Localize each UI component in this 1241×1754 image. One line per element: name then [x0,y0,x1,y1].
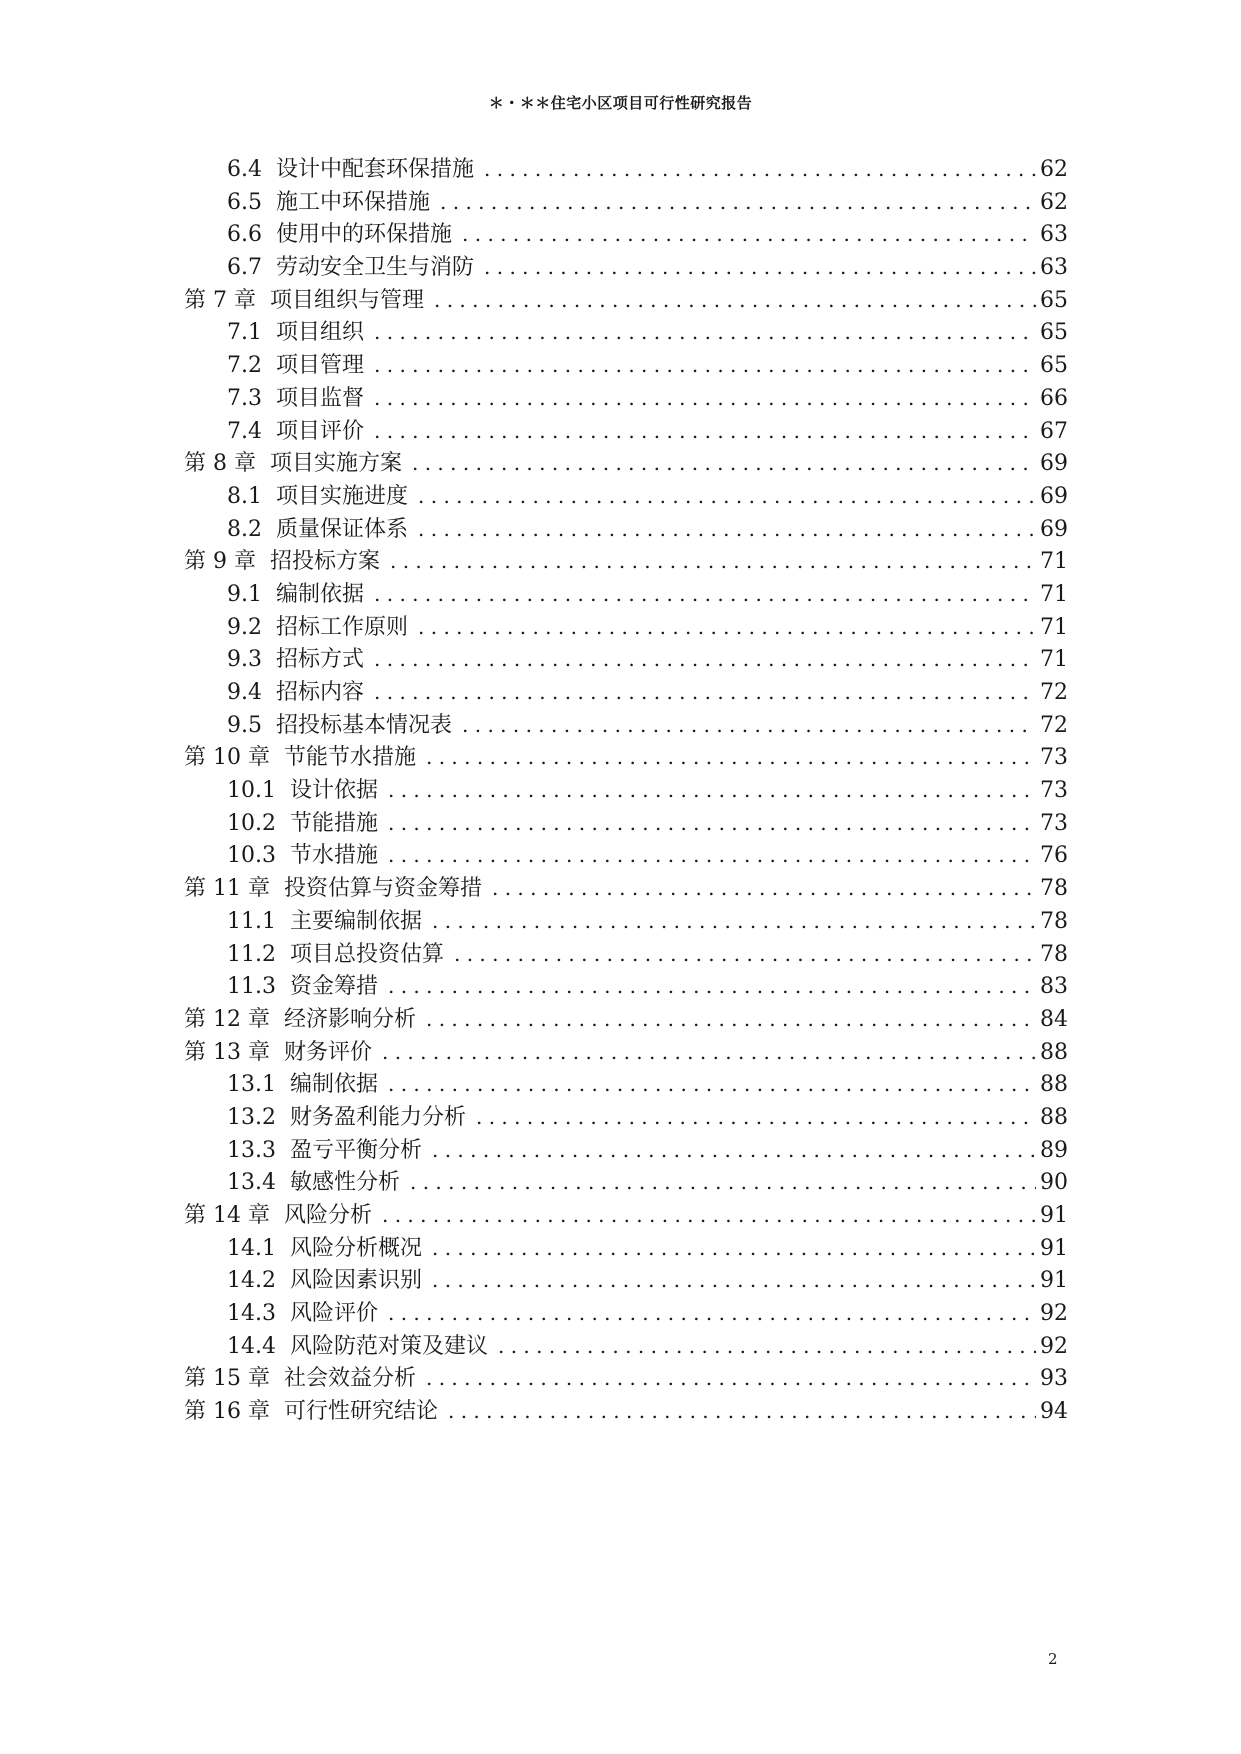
page-header-title: ＊・＊＊住宅小区项目可行性研究报告 [488,94,753,112]
table-of-contents [184,152,1068,1427]
toc-entry-number: 10.3 [227,843,276,869]
toc-section-entry[interactable] [184,1133,1068,1166]
toc-chapter-entry[interactable] [184,283,1068,316]
toc-entry-title: 招投标方案 [269,549,380,575]
toc-chapter-entry[interactable] [184,446,1068,479]
toc-entry-page-number: 73 [1040,745,1068,771]
toc-entry-page-number: 69 [1040,516,1068,542]
toc-entry-number: 13.1 [227,1072,276,1098]
toc-dot-leader [382,1203,1036,1227]
toc-entry-number: 10.2 [227,810,276,836]
toc-entry-page-number: 76 [1040,843,1068,869]
toc-entry-title: 风险评价 [289,1301,378,1327]
toc-entry-page-number: 78 [1040,941,1068,967]
toc-entry-page-number: 90 [1040,1170,1068,1196]
toc-entry-page-number: 73 [1040,810,1068,836]
toc-section-entry[interactable] [184,610,1068,643]
toc-dot-leader [432,909,1036,933]
toc-entry-page-number: 67 [1040,418,1068,444]
toc-entry-title: 风险分析 [283,1203,372,1228]
toc-section-entry[interactable] [184,675,1068,708]
toc-entry-page-number: 71 [1040,581,1068,607]
toc-section-entry[interactable] [184,937,1068,970]
toc-entry-number: 6.5 [227,189,262,215]
toc-section-entry[interactable] [184,838,1068,871]
toc-dot-leader [462,713,1036,737]
toc-entry-number: 6.4 [227,157,262,182]
page-number: 2 [1048,1650,1058,1668]
toc-entry-title: 项目组织 [276,320,365,346]
toc-entry-title: 风险因素识别 [289,1268,422,1294]
toc-entry-page-number: 88 [1040,1104,1068,1130]
toc-section-entry[interactable] [184,1165,1068,1198]
toc-section-entry[interactable] [184,185,1068,218]
toc-entry-number: 6.7 [227,255,262,281]
toc-entry-page-number: 93 [1040,1366,1068,1392]
toc-dot-leader [388,778,1036,802]
toc-dot-leader [388,843,1036,867]
toc-dot-leader [390,549,1036,573]
toc-entry-number: 第 10 章 [184,745,270,771]
toc-entry-number: 13.4 [227,1170,276,1196]
toc-section-entry[interactable] [184,1329,1068,1362]
toc-dot-leader [388,1301,1036,1325]
toc-entry-page-number: 62 [1040,157,1068,182]
toc-entry-title: 招标工作原则 [276,614,409,640]
toc-chapter-entry[interactable] [184,1002,1068,1035]
toc-entry-page-number: 88 [1040,1072,1068,1098]
toc-entry-number: 13.3 [227,1137,276,1163]
toc-dot-leader [388,811,1036,835]
toc-entry-title: 风险分析概况 [289,1235,422,1261]
toc-entry-page-number: 69 [1040,483,1068,509]
toc-dot-leader [462,222,1036,246]
toc-entry-title: 节能措施 [289,810,378,836]
toc-section-entry[interactable] [184,250,1068,283]
toc-entry-number: 第 8 章 [184,451,256,477]
toc-dot-leader [448,1399,1036,1423]
toc-section-entry[interactable] [184,152,1068,185]
toc-section-entry[interactable] [184,315,1068,348]
toc-chapter-entry[interactable] [184,1394,1068,1427]
toc-chapter-entry[interactable] [184,544,1068,577]
toc-entry-page-number: 73 [1040,778,1068,804]
toc-entry-title: 投资估算与资金筹措 [283,876,482,902]
toc-entry-number: 8.2 [227,516,262,542]
toc-entry-number: 14.4 [227,1333,276,1359]
toc-dot-leader [484,255,1036,279]
toc-entry-title: 项目监督 [276,385,365,411]
toc-entry-title: 质量保证体系 [276,516,409,542]
toc-entry-page-number: 65 [1040,353,1068,379]
toc-entry-title: 招标内容 [276,680,365,705]
toc-section-entry[interactable] [184,348,1068,381]
toc-entry-title: 项目管理 [276,353,365,379]
toc-entry-page-number: 83 [1040,974,1068,1000]
toc-dot-leader [432,1236,1036,1260]
toc-entry-page-number: 92 [1040,1301,1068,1327]
toc-section-entry[interactable] [184,806,1068,839]
toc-entry-title: 编制依据 [276,581,365,607]
toc-section-entry[interactable] [184,479,1068,512]
toc-entry-page-number: 94 [1040,1399,1068,1425]
toc-entry-number: 14.2 [227,1268,276,1294]
toc-entry-number: 14.1 [227,1235,276,1261]
toc-entry-page-number: 72 [1040,712,1068,738]
toc-entry-page-number: 78 [1040,908,1068,934]
toc-entry-number: 第 15 章 [184,1366,270,1392]
toc-entry-title: 项目实施方案 [269,451,402,477]
toc-entry-page-number: 84 [1040,1006,1068,1032]
toc-entry-page-number: 91 [1040,1268,1068,1294]
toc-dot-leader [498,1334,1036,1358]
toc-dot-leader [454,942,1036,966]
toc-dot-leader [374,582,1036,606]
toc-entry-number: 9.1 [227,581,262,607]
toc-dot-leader [432,1138,1036,1162]
toc-entry-page-number: 69 [1040,451,1068,477]
toc-dot-leader [374,680,1036,704]
toc-dot-leader [492,876,1036,900]
toc-section-entry[interactable] [184,708,1068,741]
toc-chapter-entry[interactable] [184,1361,1068,1394]
toc-dot-leader [418,615,1036,639]
toc-section-entry[interactable] [184,1231,1068,1264]
toc-chapter-entry[interactable] [184,871,1068,904]
toc-entry-title: 资金筹措 [289,974,378,1000]
toc-entry-title: 经济影响分析 [283,1006,416,1032]
toc-entry-page-number: 92 [1040,1333,1068,1359]
toc-dot-leader [374,419,1036,443]
toc-entry-number: 第 7 章 [184,287,256,313]
toc-dot-leader [382,1040,1036,1064]
toc-entry-number: 第 14 章 [184,1203,270,1228]
toc-dot-leader [426,1366,1036,1390]
toc-entry-page-number: 65 [1040,320,1068,346]
toc-entry-number: 14.3 [227,1301,276,1327]
toc-entry-title: 设计中配套环保措施 [276,157,475,182]
toc-dot-leader [374,320,1036,344]
toc-dot-leader [412,451,1036,475]
toc-section-entry[interactable] [184,512,1068,545]
toc-entry-number: 11.3 [227,974,276,1000]
toc-entry-title: 招投标基本情况表 [276,712,453,738]
toc-entry-title: 风险防范对策及建议 [289,1333,488,1359]
toc-entry-title: 可行性研究结论 [283,1399,438,1425]
toc-dot-leader [484,157,1036,181]
toc-entry-number: 9.4 [227,680,262,705]
toc-entry-title: 项目组织与管理 [269,287,424,313]
toc-entry-title: 财务盈利能力分析 [289,1104,466,1130]
toc-dot-leader [440,190,1036,214]
toc-entry-page-number: 62 [1040,189,1068,215]
toc-section-entry[interactable] [184,1067,1068,1100]
toc-section-entry[interactable] [184,217,1068,250]
toc-entry-title: 项目评价 [276,418,365,444]
toc-section-entry[interactable] [184,577,1068,610]
toc-entry-title: 节能节水措施 [283,745,416,771]
toc-entry-title: 编制依据 [289,1072,378,1098]
toc-entry-title: 财务评价 [283,1039,372,1065]
toc-entry-page-number: 91 [1040,1203,1068,1228]
toc-entry-page-number: 71 [1040,549,1068,575]
toc-entry-number: 9.2 [227,614,262,640]
toc-entry-page-number: 66 [1040,385,1068,411]
toc-entry-number: 第 11 章 [184,876,270,902]
toc-section-entry[interactable] [184,642,1068,675]
toc-section-entry[interactable] [184,969,1068,1002]
toc-entry-title: 项目总投资估算 [289,941,444,967]
toc-section-entry[interactable] [184,904,1068,937]
toc-section-entry[interactable] [184,1296,1068,1329]
toc-dot-leader [388,974,1036,998]
toc-entry-number: 第 16 章 [184,1399,270,1425]
toc-chapter-entry[interactable] [184,740,1068,773]
toc-entry-number: 第 12 章 [184,1006,270,1032]
toc-entry-page-number: 91 [1040,1235,1068,1261]
toc-entry-number: 11.1 [227,908,276,934]
toc-entry-number: 8.1 [227,483,262,509]
toc-dot-leader [388,1072,1036,1096]
toc-dot-leader [410,1170,1036,1194]
toc-entry-page-number: 89 [1040,1137,1068,1163]
toc-entry-page-number: 63 [1040,222,1068,248]
toc-dot-leader [374,386,1036,410]
toc-section-entry[interactable] [184,414,1068,447]
toc-entry-page-number: 71 [1040,647,1068,673]
toc-entry-title: 盈亏平衡分析 [289,1137,422,1163]
toc-entry-page-number: 63 [1040,255,1068,281]
toc-entry-page-number: 72 [1040,680,1068,705]
toc-entry-number: 10.1 [227,778,276,804]
toc-dot-leader [374,353,1036,377]
toc-chapter-entry[interactable] [184,1198,1068,1231]
toc-entry-title: 劳动安全卫生与消防 [276,255,475,281]
toc-entry-page-number: 88 [1040,1039,1068,1065]
toc-dot-leader [418,517,1036,541]
toc-dot-leader [418,484,1036,508]
toc-dot-leader [434,288,1036,312]
toc-entry-title: 主要编制依据 [289,908,422,934]
toc-entry-number: 9.5 [227,712,262,738]
toc-entry-title: 社会效益分析 [283,1366,416,1392]
toc-dot-leader [426,745,1036,769]
toc-section-entry[interactable] [184,1263,1068,1296]
toc-entry-number: 7.2 [227,353,262,379]
toc-section-entry[interactable] [184,773,1068,806]
toc-entry-title: 施工中环保措施 [276,189,431,215]
toc-dot-leader [426,1007,1036,1031]
toc-chapter-entry[interactable] [184,1035,1068,1068]
toc-entry-number: 7.4 [227,418,262,444]
toc-entry-title: 招标方式 [276,647,365,673]
toc-entry-page-number: 71 [1040,614,1068,640]
toc-entry-title: 敏感性分析 [289,1170,400,1196]
toc-entry-number: 11.2 [227,941,276,967]
toc-entry-title: 项目实施进度 [276,483,409,509]
toc-entry-number: 13.2 [227,1104,276,1130]
toc-entry-number: 6.6 [227,222,262,248]
toc-entry-number: 7.1 [227,320,262,346]
toc-entry-number: 7.3 [227,385,262,411]
toc-entry-number: 9.3 [227,647,262,673]
toc-entry-number: 第 13 章 [184,1039,270,1065]
toc-section-entry[interactable] [184,381,1068,414]
toc-dot-leader [432,1268,1036,1292]
toc-entry-title: 使用中的环保措施 [276,222,453,248]
toc-dot-leader [374,647,1036,671]
toc-entry-title: 节水措施 [289,843,378,869]
toc-entry-number: 第 9 章 [184,549,256,575]
toc-entry-page-number: 78 [1040,876,1068,902]
toc-section-entry[interactable] [184,1100,1068,1133]
toc-entry-title: 设计依据 [289,778,378,804]
toc-dot-leader [476,1105,1036,1129]
toc-entry-page-number: 65 [1040,287,1068,313]
